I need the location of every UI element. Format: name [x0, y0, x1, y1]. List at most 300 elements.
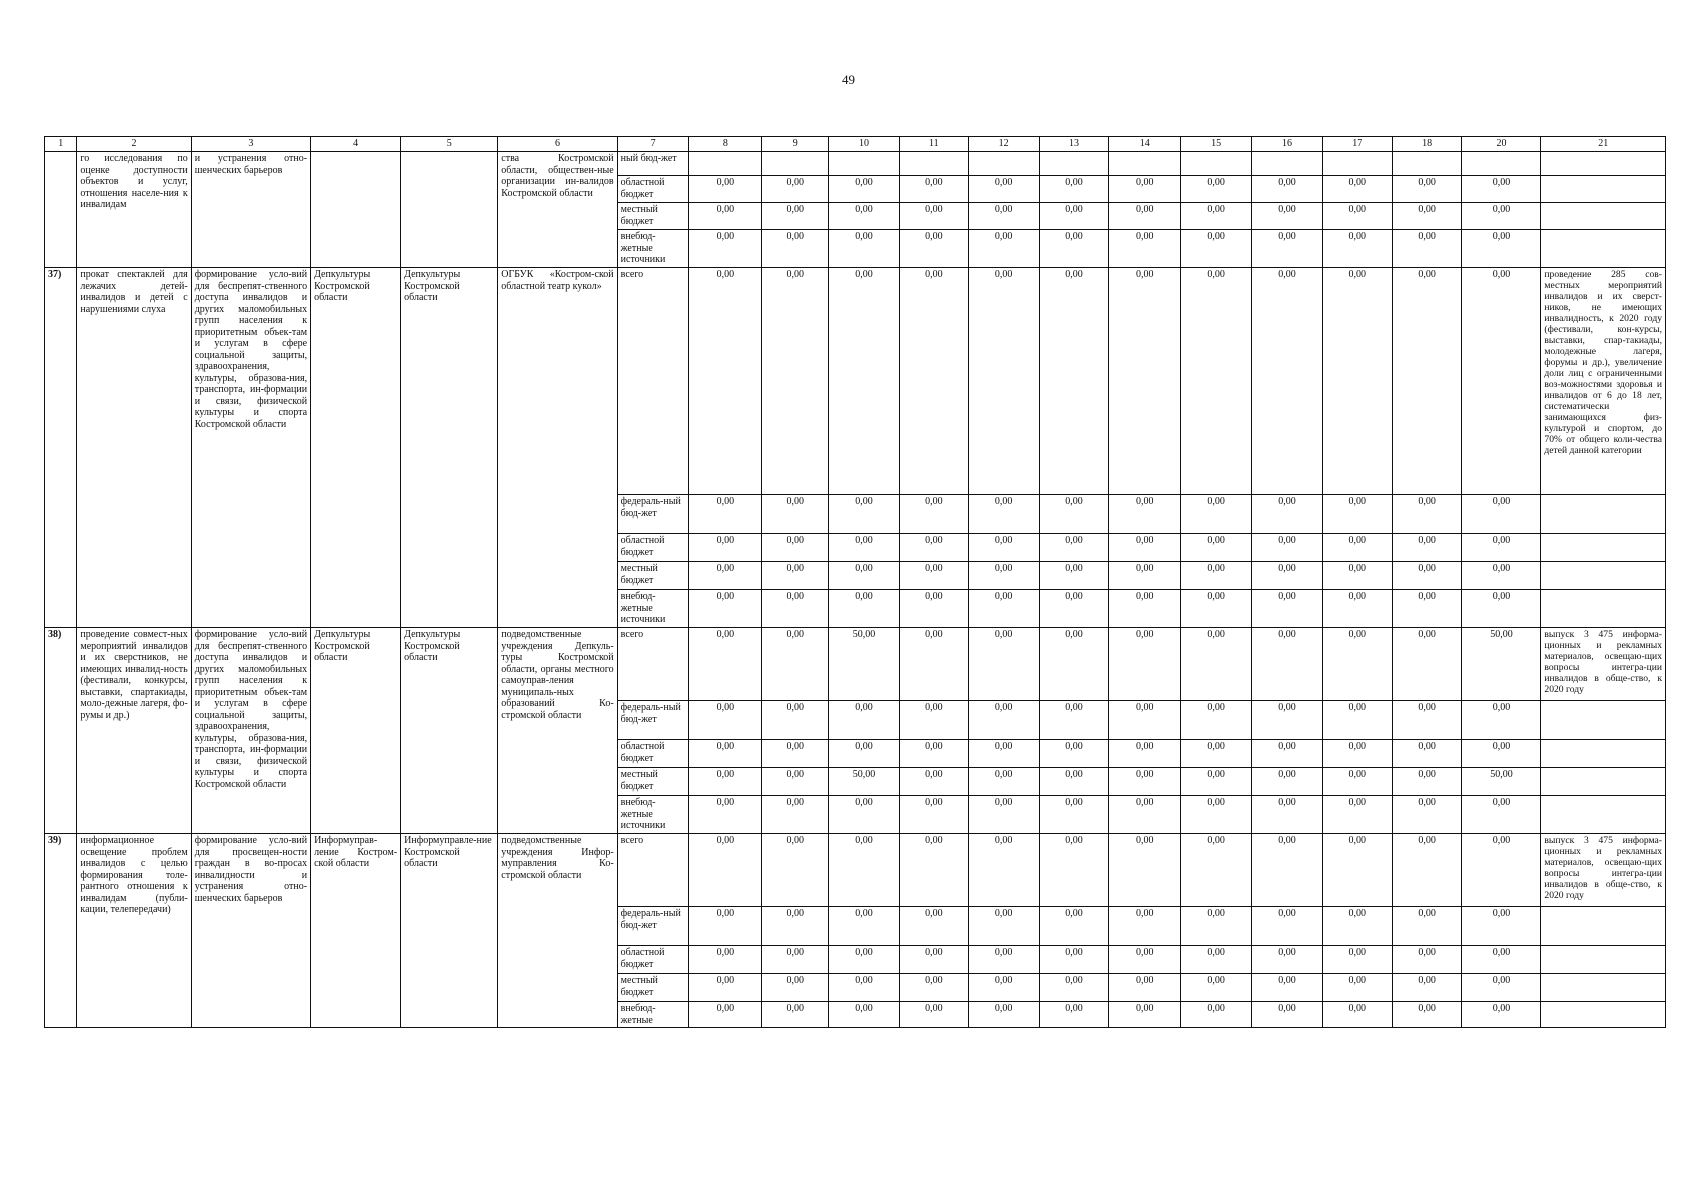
amount-cell: 0,00: [1322, 740, 1392, 768]
coexecutor-cell: Информуправле-ние Костромской области: [401, 834, 498, 1028]
amount-cell: 0,00: [762, 974, 829, 1002]
amount-cell: 0,00: [1322, 562, 1392, 590]
amount-cell: 0,00: [1109, 268, 1181, 495]
amount-cell: 0,00: [1392, 562, 1462, 590]
amount-cell: 0,00: [1109, 701, 1181, 740]
amount-cell: 0,00: [1322, 230, 1392, 268]
amount-cell: 0,00: [1392, 701, 1462, 740]
amount-cell: 0,00: [689, 176, 762, 203]
amount-cell: 0,00: [1039, 268, 1109, 495]
amount-cell: 0,00: [1252, 768, 1323, 796]
amount-cell: 0,00: [1039, 230, 1109, 268]
column-number: 4: [311, 137, 401, 152]
column-number: 21: [1541, 137, 1666, 152]
amount-cell: 0,00: [1392, 628, 1462, 701]
amount-cell: 50,00: [829, 628, 900, 701]
amount-cell: 0,00: [1252, 907, 1323, 946]
amount-cell: [1392, 152, 1462, 176]
amount-cell: 0,00: [762, 268, 829, 495]
amount-cell: 0,00: [1462, 1002, 1541, 1028]
amount-cell: 0,00: [968, 974, 1039, 1002]
activity-cell: го исследования по оценке доступности объектов и услуг, отношения населе-ния к инвалидам: [77, 152, 191, 268]
amount-cell: 0,00: [1462, 534, 1541, 562]
amount-cell: 0,00: [829, 740, 900, 768]
column-number: 1: [45, 137, 77, 152]
amount-cell: 0,00: [1109, 907, 1181, 946]
column-number: 12: [968, 137, 1039, 152]
table-row: [45, 628, 1666, 701]
amount-cell: 0,00: [1392, 590, 1462, 628]
executor-cell: Депкультуры Костромской области: [311, 628, 401, 834]
amount-cell: 0,00: [1181, 534, 1252, 562]
amount-cell: 0,00: [1322, 834, 1392, 907]
amount-cell: 0,00: [1109, 974, 1181, 1002]
funding-source: местный бюджет: [617, 974, 689, 1002]
amount-cell: 0,00: [829, 495, 900, 534]
amount-cell: 0,00: [968, 203, 1039, 230]
column-number-row: [45, 137, 1666, 152]
amount-cell: 0,00: [1039, 590, 1109, 628]
amount-cell: 0,00: [1181, 230, 1252, 268]
amount-cell: 0,00: [1181, 768, 1252, 796]
amount-cell: 0,00: [1462, 907, 1541, 946]
funding-source: ный бюд-жет: [617, 152, 689, 176]
amount-cell: 0,00: [829, 834, 900, 907]
column-number: 17: [1322, 137, 1392, 152]
amount-cell: 0,00: [762, 534, 829, 562]
amount-cell: 0,00: [762, 495, 829, 534]
expected-result: [1541, 907, 1666, 946]
amount-cell: 0,00: [689, 203, 762, 230]
amount-cell: 0,00: [1252, 590, 1323, 628]
amount-cell: 0,00: [1252, 562, 1323, 590]
amount-cell: 0,00: [1039, 740, 1109, 768]
amount-cell: 0,00: [899, 176, 968, 203]
amount-cell: 0,00: [1322, 796, 1392, 834]
amount-cell: 0,00: [1322, 628, 1392, 701]
amount-cell: 0,00: [968, 562, 1039, 590]
amount-cell: 0,00: [968, 768, 1039, 796]
amount-cell: 0,00: [1039, 701, 1109, 740]
amount-cell: 0,00: [1252, 796, 1323, 834]
participants-cell: ства Костромской области, обществен-ные организации ин-валидов Костромской области: [498, 152, 617, 268]
amount-cell: [899, 152, 968, 176]
amount-cell: 0,00: [689, 628, 762, 701]
amount-cell: 0,00: [1181, 907, 1252, 946]
amount-cell: 0,00: [829, 230, 900, 268]
amount-cell: 0,00: [1322, 946, 1392, 974]
column-number: 6: [498, 137, 617, 152]
amount-cell: 0,00: [1252, 230, 1323, 268]
amount-cell: 0,00: [899, 590, 968, 628]
amount-cell: 0,00: [1109, 796, 1181, 834]
expected-result: [1541, 740, 1666, 768]
amount-cell: 0,00: [1039, 834, 1109, 907]
column-number: 3: [191, 137, 310, 152]
amount-cell: 0,00: [899, 203, 968, 230]
funding-source: областной бюджет: [617, 534, 689, 562]
amount-cell: 0,00: [1322, 907, 1392, 946]
amount-cell: 0,00: [1109, 534, 1181, 562]
amount-cell: 0,00: [1462, 974, 1541, 1002]
amount-cell: [1462, 152, 1541, 176]
amount-cell: 0,00: [899, 562, 968, 590]
executor-cell: Информуправ-ление Костром-ской области: [311, 834, 401, 1028]
funding-source: местный бюджет: [617, 562, 689, 590]
amount-cell: 0,00: [1252, 495, 1323, 534]
amount-cell: 0,00: [1392, 946, 1462, 974]
amount-cell: 0,00: [1181, 590, 1252, 628]
amount-cell: 0,00: [689, 701, 762, 740]
amount-cell: 0,00: [829, 796, 900, 834]
activity-cell: прокат спектаклей для лежачих детей-инвалидов и детей с нарушениями слуха: [77, 268, 191, 628]
amount-cell: 0,00: [762, 946, 829, 974]
amount-cell: 0,00: [1462, 834, 1541, 907]
amount-cell: 0,00: [829, 268, 900, 495]
amount-cell: 0,00: [1392, 740, 1462, 768]
amount-cell: 0,00: [1392, 495, 1462, 534]
expected-result: выпуск 3 475 информа-ционных и рекламных материалов, освещаю-щих вопросы интегра-ции инвалидов в обще-ство, к 2020 году: [1541, 628, 1666, 701]
executor-cell: Депкультуры Костромской области: [311, 268, 401, 628]
amount-cell: 0,00: [689, 495, 762, 534]
amount-cell: 0,00: [1252, 946, 1323, 974]
amount-cell: 0,00: [1462, 946, 1541, 974]
amount-cell: 0,00: [1462, 740, 1541, 768]
expected-result: [1541, 562, 1666, 590]
amount-cell: [1252, 152, 1323, 176]
amount-cell: 0,00: [1392, 176, 1462, 203]
coexecutor-cell: Депкультуры Костромской области: [401, 268, 498, 628]
amount-cell: 0,00: [1322, 268, 1392, 495]
amount-cell: 0,00: [968, 230, 1039, 268]
amount-cell: 0,00: [1181, 701, 1252, 740]
amount-cell: 0,00: [1039, 628, 1109, 701]
amount-cell: 0,00: [762, 590, 829, 628]
amount-cell: 0,00: [829, 1002, 900, 1028]
funding-source: областной бюджет: [617, 176, 689, 203]
amount-cell: 0,00: [1462, 230, 1541, 268]
amount-cell: 0,00: [762, 203, 829, 230]
amount-cell: 0,00: [899, 701, 968, 740]
amount-cell: 0,00: [899, 946, 968, 974]
amount-cell: 0,00: [1252, 834, 1323, 907]
amount-cell: 0,00: [829, 907, 900, 946]
amount-cell: 0,00: [1109, 495, 1181, 534]
column-number: 18: [1392, 137, 1462, 152]
goal-cell: и устранения отно-шенческих барьеров: [191, 152, 310, 268]
amount-cell: 0,00: [968, 590, 1039, 628]
amount-cell: 0,00: [968, 495, 1039, 534]
funding-source: федераль-ный бюд-жет: [617, 701, 689, 740]
amount-cell: 0,00: [1039, 1002, 1109, 1028]
amount-cell: 0,00: [1039, 203, 1109, 230]
amount-cell: 0,00: [1322, 590, 1392, 628]
amount-cell: 0,00: [1109, 176, 1181, 203]
column-number: 2: [77, 137, 191, 152]
amount-cell: 0,00: [968, 907, 1039, 946]
amount-cell: 0,00: [1109, 590, 1181, 628]
funding-source: федераль-ный бюд-жет: [617, 907, 689, 946]
amount-cell: 0,00: [1252, 740, 1323, 768]
amount-cell: 0,00: [1462, 268, 1541, 495]
amount-cell: 50,00: [1462, 768, 1541, 796]
participants-cell: подведомственные учреждения Депкуль-туры Костромской области, органы местного самоуправ-ления муниципаль-ных образований Ко-стромской области: [498, 628, 617, 834]
expected-result: выпуск 3 475 информа-ционных и рекламных материалов, освещаю-щих вопросы интегра-ции инвалидов в обще-ство, к 2020 году: [1541, 834, 1666, 907]
activity-cell: проведение совмест-ных мероприятий инвалидов и их сверстников, не имеющих инвалид-ность (фестивали, конкурсы, выставки, спартакиады, моло-дежные лагеря, фо-румы и др.): [77, 628, 191, 834]
funding-source: всего: [617, 268, 689, 495]
amount-cell: 0,00: [689, 1002, 762, 1028]
expected-result: [1541, 796, 1666, 834]
amount-cell: 0,00: [1039, 796, 1109, 834]
amount-cell: 0,00: [689, 796, 762, 834]
amount-cell: 0,00: [1252, 701, 1323, 740]
amount-cell: 0,00: [689, 562, 762, 590]
amount-cell: 0,00: [1322, 176, 1392, 203]
column-number: 10: [829, 137, 900, 152]
amount-cell: 0,00: [1462, 796, 1541, 834]
amount-cell: 0,00: [1039, 495, 1109, 534]
amount-cell: 0,00: [1322, 495, 1392, 534]
amount-cell: 0,00: [762, 740, 829, 768]
amount-cell: 0,00: [968, 268, 1039, 495]
activity-cell: информационное освещение проблем инвалидов с целью формирования толе-рантного отношения к инвалидам (публи-кации, телепередачи): [77, 834, 191, 1028]
funding-source: местный бюджет: [617, 203, 689, 230]
amount-cell: 0,00: [762, 768, 829, 796]
amount-cell: 0,00: [1181, 796, 1252, 834]
amount-cell: 0,00: [762, 907, 829, 946]
amount-cell: 0,00: [1462, 203, 1541, 230]
amount-cell: [1109, 152, 1181, 176]
amount-cell: [1181, 152, 1252, 176]
amount-cell: 0,00: [1252, 628, 1323, 701]
amount-cell: 0,00: [1392, 768, 1462, 796]
expected-result: [1541, 230, 1666, 268]
expected-result: [1541, 495, 1666, 534]
funding-source: внебюд-жетные источники: [617, 796, 689, 834]
funding-source: внебюд-жетные источники: [617, 590, 689, 628]
table-row: [45, 268, 1666, 495]
amount-cell: 0,00: [1109, 230, 1181, 268]
goal-cell: формирование усло-вий для беспрепят-ственного доступа инвалидов и других маломобильных групп населения к приоритетным объек-там и услугам в сфере социальной защиты, здравоохранения, культуры, образова-ния, транспорта, ин-формации и связи, физической культуры и спорта Костромской области: [191, 628, 310, 834]
column-number: 11: [899, 137, 968, 152]
column-number: 13: [1039, 137, 1109, 152]
amount-cell: 0,00: [1462, 701, 1541, 740]
amount-cell: 0,00: [1181, 268, 1252, 495]
amount-cell: 0,00: [1181, 495, 1252, 534]
amount-cell: 0,00: [762, 176, 829, 203]
column-number: 15: [1181, 137, 1252, 152]
coexecutor-cell: [401, 152, 498, 268]
amount-cell: 0,00: [689, 907, 762, 946]
amount-cell: 0,00: [1109, 1002, 1181, 1028]
amount-cell: [762, 152, 829, 176]
amount-cell: [968, 152, 1039, 176]
amount-cell: 0,00: [689, 946, 762, 974]
amount-cell: 0,00: [1181, 1002, 1252, 1028]
amount-cell: 0,00: [968, 534, 1039, 562]
amount-cell: 0,00: [1322, 203, 1392, 230]
amount-cell: 0,00: [1392, 974, 1462, 1002]
page-number: 49: [842, 72, 855, 87]
amount-cell: 0,00: [829, 701, 900, 740]
goal-cell: формирование усло-вий для беспрепят-ственного доступа инвалидов и других маломобильных групп населения к приоритетным объек-там и услугам в сфере социальной защиты, здравоохранения, культуры, образова-ния, транспорта, ин-формации и связи, физической культуры и спорта Костромской области: [191, 268, 310, 628]
expected-result: [1541, 701, 1666, 740]
row-index: 37): [45, 268, 77, 628]
column-number: 9: [762, 137, 829, 152]
table-row: [45, 834, 1666, 907]
column-number: 14: [1109, 137, 1181, 152]
amount-cell: 0,00: [1039, 176, 1109, 203]
funding-source: местный бюджет: [617, 768, 689, 796]
amount-cell: 0,00: [1322, 768, 1392, 796]
amount-cell: 0,00: [1252, 268, 1323, 495]
amount-cell: 0,00: [968, 176, 1039, 203]
expected-result: [1541, 768, 1666, 796]
amount-cell: 0,00: [762, 230, 829, 268]
column-number: 5: [401, 137, 498, 152]
amount-cell: 0,00: [1392, 907, 1462, 946]
amount-cell: 0,00: [762, 628, 829, 701]
amount-cell: 0,00: [1252, 1002, 1323, 1028]
column-number: 7: [617, 137, 689, 152]
amount-cell: 0,00: [1462, 495, 1541, 534]
table-row: [45, 152, 1666, 176]
funding-source: областной бюджет: [617, 946, 689, 974]
program-table: [44, 136, 1666, 1028]
amount-cell: 0,00: [689, 268, 762, 495]
amount-cell: 0,00: [899, 834, 968, 907]
amount-cell: 0,00: [899, 534, 968, 562]
amount-cell: 0,00: [689, 534, 762, 562]
row-index: 39): [45, 834, 77, 1028]
amount-cell: 0,00: [968, 946, 1039, 974]
amount-cell: 0,00: [1181, 203, 1252, 230]
amount-cell: 0,00: [968, 1002, 1039, 1028]
amount-cell: 0,00: [1181, 834, 1252, 907]
amount-cell: 0,00: [899, 796, 968, 834]
amount-cell: 0,00: [1039, 907, 1109, 946]
expected-result: [1541, 203, 1666, 230]
amount-cell: 0,00: [899, 495, 968, 534]
amount-cell: 0,00: [1181, 562, 1252, 590]
amount-cell: 0,00: [1322, 974, 1392, 1002]
amount-cell: 0,00: [899, 230, 968, 268]
amount-cell: 0,00: [899, 768, 968, 796]
amount-cell: 0,00: [1392, 203, 1462, 230]
amount-cell: 0,00: [899, 628, 968, 701]
expected-result: [1541, 946, 1666, 974]
funding-source: всего: [617, 834, 689, 907]
row-index: 38): [45, 628, 77, 834]
amount-cell: 0,00: [1109, 834, 1181, 907]
amount-cell: 0,00: [829, 176, 900, 203]
amount-cell: 0,00: [1462, 590, 1541, 628]
amount-cell: 0,00: [899, 974, 968, 1002]
amount-cell: 0,00: [1039, 768, 1109, 796]
amount-cell: 0,00: [689, 834, 762, 907]
amount-cell: 0,00: [1181, 176, 1252, 203]
amount-cell: 0,00: [1039, 974, 1109, 1002]
expected-result: [1541, 974, 1666, 1002]
amount-cell: 0,00: [1039, 562, 1109, 590]
amount-cell: 0,00: [1181, 740, 1252, 768]
amount-cell: 0,00: [689, 768, 762, 796]
amount-cell: 0,00: [1109, 562, 1181, 590]
column-number: 20: [1462, 137, 1541, 152]
amount-cell: 0,00: [829, 974, 900, 1002]
amount-cell: 0,00: [1322, 534, 1392, 562]
executor-cell: [311, 152, 401, 268]
amount-cell: 0,00: [1392, 268, 1462, 495]
funding-source: областной бюджет: [617, 740, 689, 768]
participants-cell: подведомственные учреждения Инфор-муправления Ко-стромской области: [498, 834, 617, 1028]
amount-cell: 50,00: [829, 768, 900, 796]
amount-cell: 0,00: [899, 268, 968, 495]
amount-cell: 0,00: [968, 628, 1039, 701]
amount-cell: 0,00: [1181, 974, 1252, 1002]
amount-cell: 0,00: [1462, 562, 1541, 590]
amount-cell: 0,00: [1039, 534, 1109, 562]
amount-cell: 0,00: [829, 534, 900, 562]
amount-cell: 0,00: [968, 740, 1039, 768]
amount-cell: 0,00: [1252, 203, 1323, 230]
goal-cell: формирование усло-вий для просвещен-ности граждан в во-просах инвалидности и устранения отно-шенческих барьеров: [191, 834, 310, 1028]
amount-cell: 0,00: [1109, 768, 1181, 796]
expected-result: [1541, 590, 1666, 628]
funding-source: внебюд-жетные: [617, 1002, 689, 1028]
coexecutor-cell: Депкультуры Костромской области: [401, 628, 498, 834]
funding-source: федераль-ный бюд-жет: [617, 495, 689, 534]
amount-cell: 0,00: [1109, 203, 1181, 230]
amount-cell: 0,00: [1392, 534, 1462, 562]
amount-cell: 0,00: [689, 590, 762, 628]
amount-cell: 0,00: [1039, 946, 1109, 974]
amount-cell: 0,00: [689, 974, 762, 1002]
amount-cell: 0,00: [1181, 946, 1252, 974]
amount-cell: 0,00: [1109, 628, 1181, 701]
amount-cell: 0,00: [1252, 176, 1323, 203]
expected-result: проведение 285 сов-местных мероприятий инвалидов и их сверст-ников, не имеющих инвалидность, к 2020 году (фестивали, кон-курсы, выставки, спар-такиады, молодежные лагеря, форумы и др.), увеличение доли лиц с ограниченными воз-можностями здоровья и инвалидов от 6 до 18 лет, систематически занимающихся физ-культурой и спортом, до 70% от общего коли-чества детей данной категории: [1541, 268, 1666, 495]
amount-cell: 0,00: [899, 740, 968, 768]
amount-cell: 0,00: [899, 1002, 968, 1028]
amount-cell: 0,00: [829, 562, 900, 590]
participants-cell: ОГБУК «Костром-ской областной театр кукол»: [498, 268, 617, 628]
expected-result: [1541, 152, 1666, 176]
amount-cell: 0,00: [1392, 1002, 1462, 1028]
expected-result: [1541, 1002, 1666, 1028]
amount-cell: 0,00: [1322, 701, 1392, 740]
amount-cell: 0,00: [762, 834, 829, 907]
amount-cell: 0,00: [1462, 176, 1541, 203]
amount-cell: 0,00: [1252, 974, 1323, 1002]
amount-cell: 0,00: [1392, 834, 1462, 907]
amount-cell: 0,00: [968, 834, 1039, 907]
amount-cell: 0,00: [968, 796, 1039, 834]
amount-cell: 0,00: [762, 1002, 829, 1028]
amount-cell: [1039, 152, 1109, 176]
amount-cell: 0,00: [829, 203, 900, 230]
amount-cell: 0,00: [762, 796, 829, 834]
amount-cell: 0,00: [762, 701, 829, 740]
row-index: [45, 152, 77, 268]
amount-cell: 0,00: [689, 230, 762, 268]
amount-cell: 50,00: [1462, 628, 1541, 701]
amount-cell: 0,00: [829, 946, 900, 974]
amount-cell: 0,00: [1392, 230, 1462, 268]
amount-cell: 0,00: [1109, 740, 1181, 768]
amount-cell: 0,00: [1181, 628, 1252, 701]
amount-cell: [829, 152, 900, 176]
